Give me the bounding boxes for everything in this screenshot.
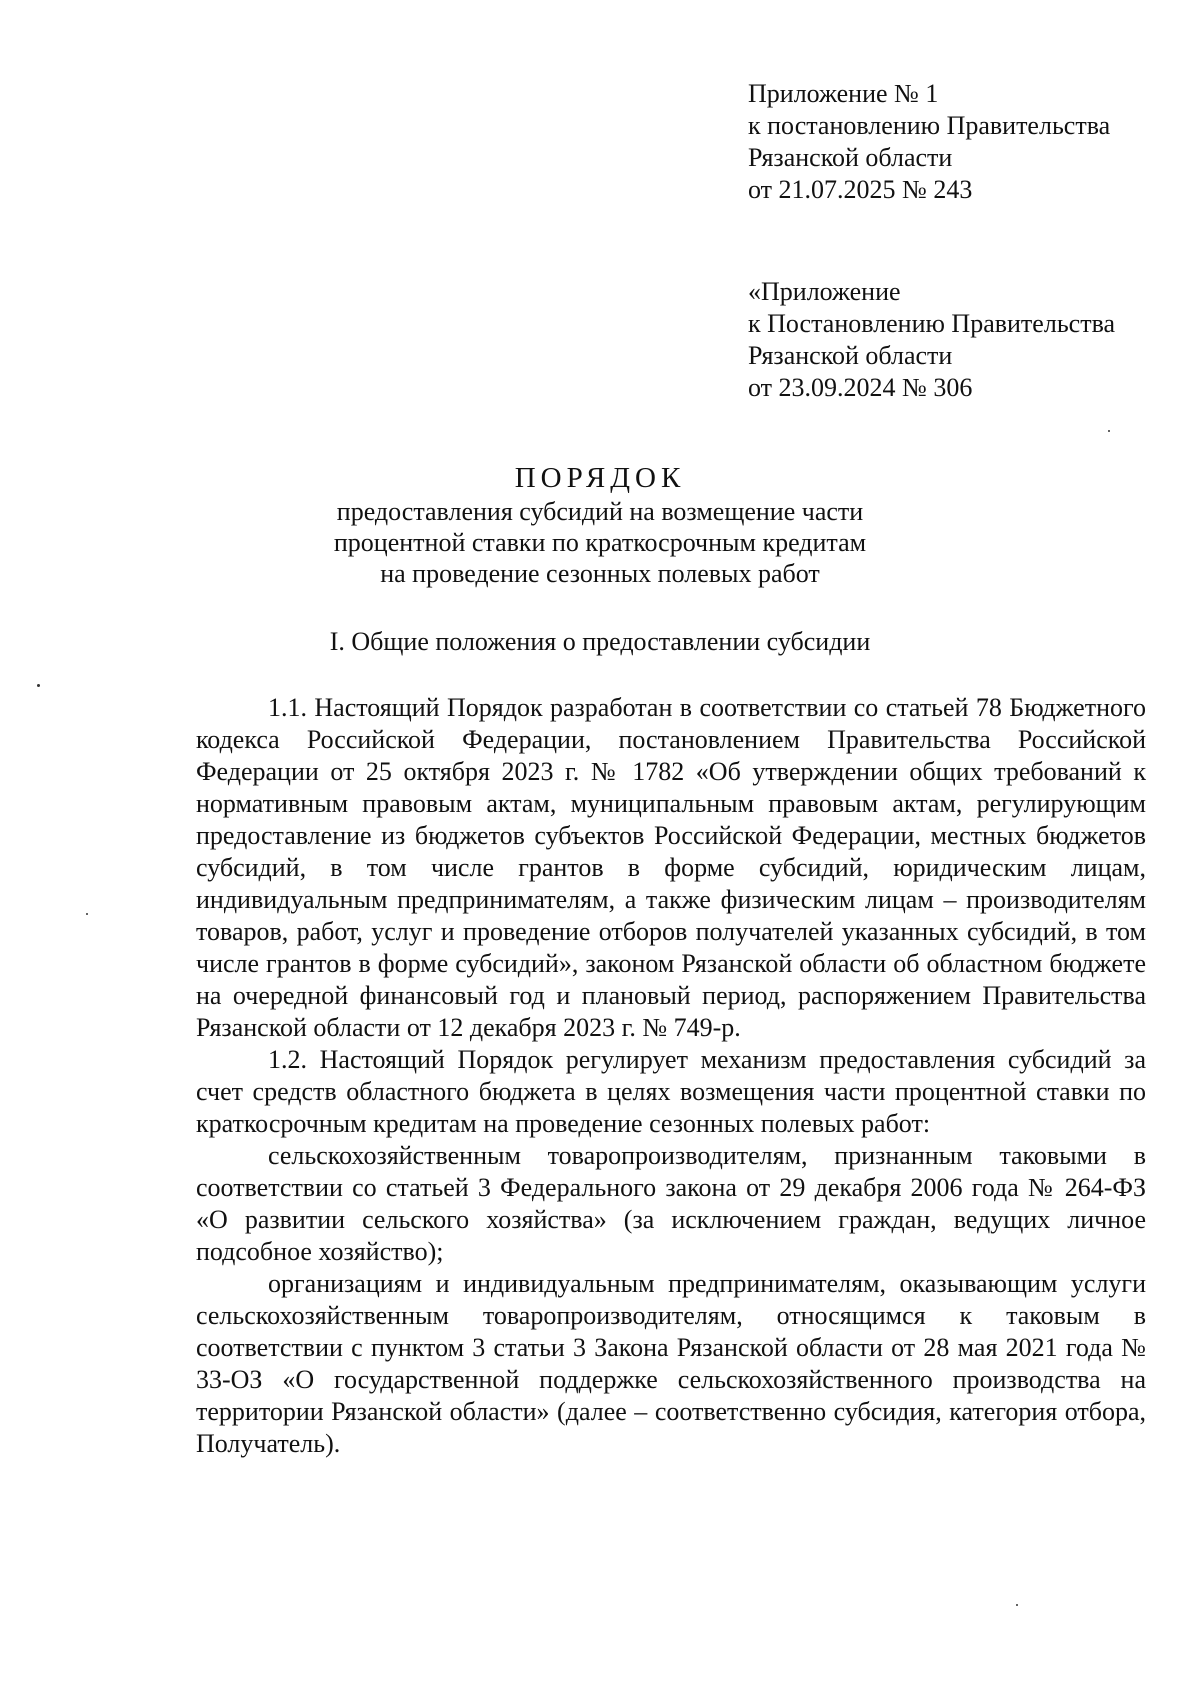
appendix-1-line2: к постановлению Правительства — [748, 111, 1111, 140]
scan-speck — [37, 684, 40, 687]
appendix-1-line4: от 21.07.2025 № 243 — [748, 175, 973, 204]
subtitle-line1: предоставления субсидий на возмещение части — [336, 497, 864, 526]
scan-speck — [86, 913, 88, 915]
paragraph-1-2-item-a: сельскохозяйственным товаропроизводителям, признанным таковыми в соответствии со статьей 3 Федерального закона от 29 декабря 2006 года № 264-ФЗ «О развитии сельского хозяйства» (за исключением граждан, ведущих личное подсобное хозяйство); — [196, 1141, 1146, 1266]
paragraph-1-2: 1.2. Настоящий Порядок регулирует механизм предоставления субсидий за счет средств областного бюджета в целях возмещения части процентной ставки по краткосрочным кредитам на проведение сезонных полевых работ: — [196, 1045, 1146, 1138]
paragraph-1-1: 1.1. Настоящий Порядок разработан в соответствии со статьей 78 Бюджетного кодекса Российской Федерации, постановлением Правительства Российской Федерации от 25 октября 2023 г. № 1782 «Об утверждении общих требований к нормативным правовым актам, муниципальным правовым актам, регулирующим предоставление из бюджетов субъектов Российской Федерации, местных бюджетов субсидий, в том числе грантов в форме субсидий, юридическим лицам, индивидуальным предпринимателям, а также физическим лицам – производителям товаров, работ, услуг и проведение отборов получателей указанных субсидий, в том числе грантов в форме субсидий», законом Рязанской области об областном бюджете на очередной финансовый год и плановый период, распоряжением Правительства Рязанской области от 12 декабря 2023 г. № 749-р. — [196, 693, 1146, 1042]
document-title: ПОРЯДОК — [514, 462, 686, 494]
document-title-block — [0, 460, 1200, 589]
scan-speck — [1016, 1604, 1018, 1606]
appendix-1-line3: Рязанской области — [748, 143, 953, 172]
appendix-2-line3: Рязанской области — [748, 341, 953, 370]
subtitle-line3: на проведение сезонных полевых работ — [380, 559, 820, 588]
paragraph-1-2-item-b: организациям и индивидуальным предпринимателям, оказывающим услуги сельскохозяйственным товаропроизводителям, относящимся к таковым в соответствии с пунктом 3 статьи 3 Закона Рязанской области от 28 мая 2021 года № 33-ОЗ «О государственной поддержке сельскохозяйственного производства на территории Рязанской области» (далее – соответственно субсидия, категория отбора, Получатель). — [196, 1269, 1146, 1458]
appendix-1-line1: Приложение № 1 — [748, 79, 939, 108]
document-subtitle — [0, 496, 1200, 589]
appendix-2-header — [748, 276, 1168, 404]
appendix-2-line1: «Приложение — [748, 277, 901, 306]
appendix-2-line4: от 23.09.2024 № 306 — [748, 373, 973, 402]
scan-speck — [1108, 430, 1110, 432]
document-body — [196, 692, 1146, 1460]
subtitle-line2: процентной ставки по краткосрочным кредитам — [333, 528, 867, 557]
section-heading: I. Общие положения о предоставлении субсидии — [329, 627, 871, 656]
appendix-1-header — [748, 78, 1168, 206]
appendix-2-line2: к Постановлению Правительства — [748, 309, 1116, 338]
